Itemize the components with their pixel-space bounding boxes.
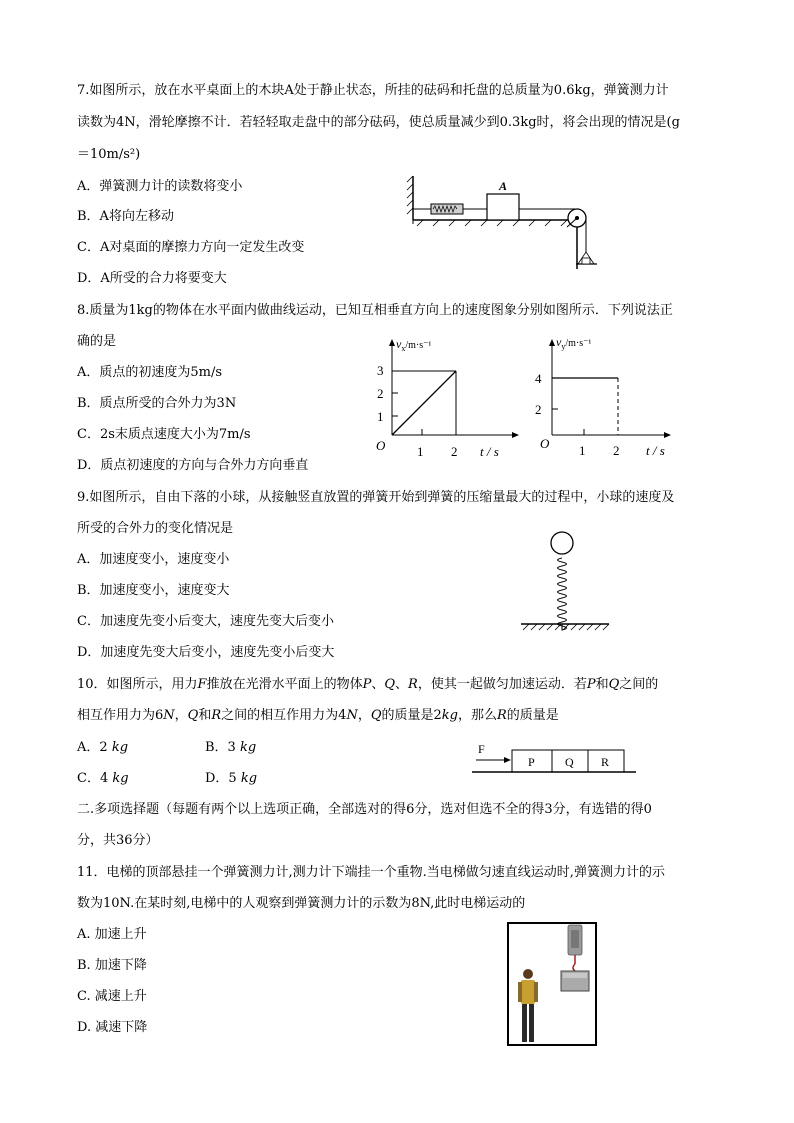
spring [558, 558, 567, 630]
q10-block-p: P [528, 755, 535, 769]
q11-elevator-figure [507, 922, 599, 1048]
section2-heading-line2: 分，共36分） [77, 833, 159, 848]
q8-vy-origin: O [540, 436, 550, 451]
q10-stem-line2: 相互作用力为6N，Q和R之间的相互作用力为4N，Q的质量是2kg，那么R的质量是 [77, 708, 559, 723]
q7-option-a: A．弹簧测力计的读数将变小 [77, 179, 243, 194]
q10-block-q: Q [565, 755, 574, 769]
q10-option-c: C．4 kg [77, 771, 129, 786]
q11-stem-line2: 数为10N.在某时刻,电梯中的人观察到弹簧测力计的示数为8N,此时电梯运动的 [77, 896, 526, 911]
q9-option-a: A．加速度变小，速度变小 [77, 552, 230, 567]
q8-vx-ysub: x [401, 344, 406, 353]
q8-vy-graph [530, 335, 690, 465]
q8-vy-yunit: /m·s⁻¹ [565, 338, 592, 349]
q10-stem-line1: 10．如图所示，用力F推放在光滑水平面上的物体P、Q、R，使其一起做匀加速运动．若P和Q之间的 [77, 677, 659, 692]
q11-option-c: C. 减速上升 [77, 989, 147, 1004]
q8-vx-xtick-1: 1 [417, 444, 424, 459]
q7-option-c: C．A对桌面的摩擦力方向一定发生改变 [77, 240, 305, 255]
ball [551, 532, 573, 554]
q8-vy-xtick-2: 2 [613, 443, 620, 458]
q11-option-a: A. 加速上升 [77, 927, 147, 942]
q8-vy-xlabel: t / s [646, 443, 665, 458]
q8-vx-graph [370, 335, 530, 465]
q10-option-a: A．2 kg [77, 740, 129, 755]
q7-option-d: D．A所受的合力将要变大 [77, 271, 227, 286]
q11-stem-line1: 11．电梯的顶部悬挂一个弹簧测力计,测力计下端挂一个重物.当电梯做匀速直线运动时,弹簧测力计的示 [77, 865, 665, 880]
q11-option-d: D. 减速下降 [77, 1020, 148, 1035]
q8-stem-line2: 确的是 [77, 334, 117, 349]
q7-stem-line3: ＝10m/s²) [77, 147, 141, 162]
q8-vy-ytick-1: 2 [535, 402, 542, 417]
q9-option-b: B．加速度变小，速度变大 [77, 583, 230, 598]
q8-vx-line [392, 371, 456, 435]
q8-vx-ylabel: v [396, 337, 402, 351]
q9-spring-ball-figure [515, 528, 615, 633]
q8-vx-xtick-2: 2 [451, 444, 458, 459]
q7-block-a-label: A [499, 179, 508, 193]
q9-option-c: C．加速度先变小后变大，速度先变大后变小 [77, 614, 334, 629]
q8-vy-ytick-2: 4 [535, 371, 542, 386]
q7-pulley-figure [405, 172, 605, 272]
q8-option-d: D．质点初速度的方向与合外力方向垂直 [77, 458, 309, 473]
q8-vx-ytick-3: 3 [377, 363, 384, 378]
q11-option-b: B. 加速下降 [77, 958, 147, 973]
q10-option-b: B．3 kg [205, 740, 257, 755]
q7-stem-line1: 7.如图所示，放在水平桌面上的木块A处于静止状态，所挂的砝码和托盘的总质量为0.6kg，弹簧测力计 [77, 83, 669, 98]
q8-vy-xtick-1: 1 [579, 443, 586, 458]
q10-force-label: F [478, 742, 485, 756]
svg-text:vy/m·s⁻¹ [556, 335, 591, 351]
q8-vx-origin: O [376, 438, 386, 453]
q9-stem-line2: 所受的合外力的变化情况是 [77, 521, 234, 536]
q10-blocks-figure [470, 738, 640, 778]
q8-vy-ylabel: v [556, 335, 562, 349]
q8-vx-ytick-1: 1 [377, 409, 384, 424]
q7-stem-line2: 读数为4N，滑轮摩擦不计．若轻轻取走盘中的部分砝码，使总质量减少到0.3kg时，将会出现的情况是(g [77, 115, 680, 130]
q10-block-r: R [601, 755, 610, 769]
q8-vx-yunit: /m·s⁻¹ [405, 340, 432, 351]
q8-stem-line1: 8.质量为1kg的物体在水平面内做曲线运动，已知互相垂直方向上的速度图象分别如图所示．下列说法正 [77, 303, 673, 318]
q9-option-d: D．加速度先变大后变小，速度先变小后变大 [77, 645, 335, 660]
q8-option-c: C．2s末质点速度大小为7m/s [77, 427, 251, 442]
q8-option-b: B．质点所受的合外力为3N [77, 396, 237, 411]
q9-stem-line1: 9.如图所示，自由下落的小球，从接触竖直放置的弹簧开始到弹簧的压缩量最大的过程中，小球的速度及 [77, 490, 675, 505]
section2-heading-line1: 二.多项选择题（每题有两个以上选项正确，全部选对的得6分，选对但选不全的得3分，有选错的得0 [77, 802, 652, 817]
q8-vx-ytick-2: 2 [377, 386, 384, 401]
q8-vy-ysub: y [561, 342, 566, 351]
q8-vx-xlabel: t / s [480, 444, 499, 459]
q7-option-b: B．A将向左移动 [77, 209, 174, 224]
q8-option-a: A．质点的初速度为5m/s [77, 365, 223, 380]
svg-text:vx/m·s⁻¹ [396, 337, 431, 353]
q10-option-d: D．5 kg [205, 771, 258, 786]
